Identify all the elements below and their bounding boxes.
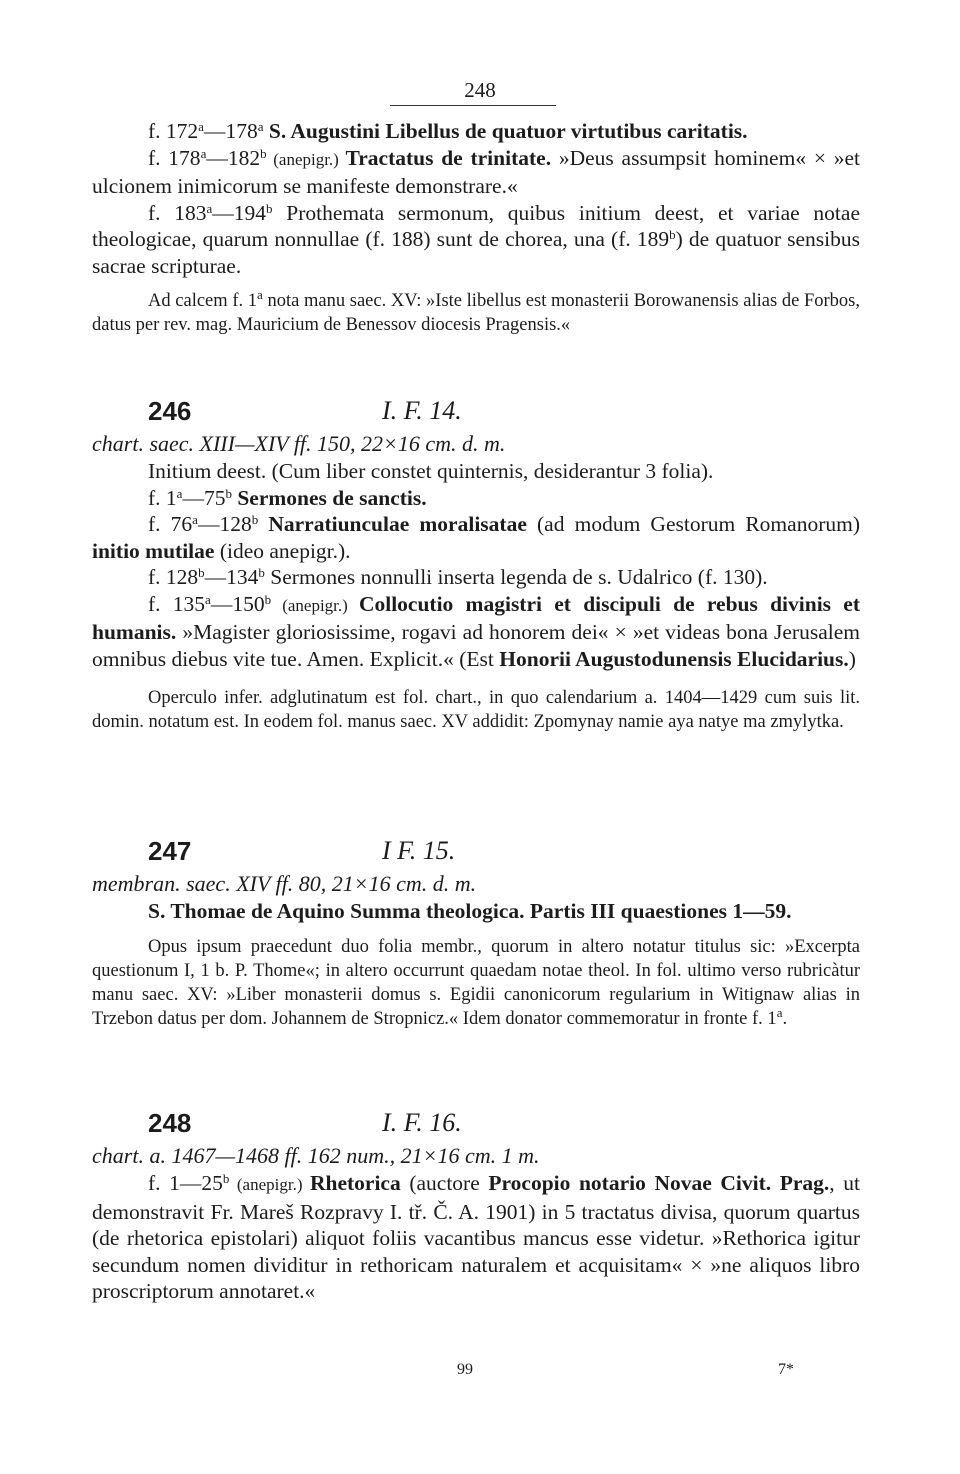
page-footer — [0, 1361, 960, 1381]
entry-246 — [92, 396, 860, 734]
folio-line: f. 1—25$^b$ (anepigr.) Rhetorica (auctore Procopio notario Novae Civit. Prag., ut demonstravit Fr. Mareš Rozpravy I. tř. Č. A. 1901) in 5 tractatus divisa, quorum quartus (de rhetorica epistolari) aliquot foliis vacantibus mancus esse videtur. »Rethorica igitur secundum nomen dividitur in rethoricam naturalem et acquisitam« × »ne aliquos libro proscriptorum annotaret.« — [92, 1171, 860, 1303]
entry-paragraph: S. Thomae de Aquino Summa theologica. Partis III quaestiones 1—59. — [148, 899, 792, 923]
folio-line: f. 76$^a$—128$^b$ Narratiunculae moralisatae (ad modum Gestorum Romanorum) initio mutilae (ideo anepigr.). — [92, 512, 860, 563]
entry-number: 247 — [148, 836, 192, 866]
entry-signature: I. F. 16. — [382, 1108, 462, 1137]
header-rule — [390, 105, 556, 106]
footer-signature-mark: 7* — [778, 1361, 794, 1378]
folio-line: f. 183$^a$—194$^b$ Prothemata sermonum, quibus initium deest, et variae notae theologicae, quarum nonnullae (f. 188) sunt de chorea, una (f. 189$^b$) de quatuor sensibus sacrae scripturae. — [92, 200, 860, 278]
entry-description: chart. a. 1467—1468 ff. 162 num., 21×16 cm. 1 m. — [92, 1143, 540, 1168]
note-paragraph: Ad calcem f. 1$^a$ nota manu saec. XV: »Iste libellus est monasterii Borowanensis alias de Forbos, datus per rev. mag. Mauricium de Benessov diocesis Pragensis.« — [92, 287, 860, 335]
page-number: 248 — [464, 78, 496, 102]
folio-line: f. 172$^a$—178$^a$ S. Augustini Libellus de quatuor virtutibus caritatis. — [148, 119, 748, 143]
note-paragraph: Opus ipsum praecedunt duo folia membr., quorum in altero notatur titulus sic: »Excerpta questionum I, 1 b. P. Thome«; in altero occurrunt quaedam notae theol. In fol. ultimo verso rubricàtur manu saec. XV: »Liber monasterii domus s. Egidii canonicorum regularium in Witignaw alias in Trzebon datus per dom. Johannem de Stropnicz.« Idem donator commemoratur in fronte f. 1$^a$. — [92, 936, 860, 1029]
entry-description: chart. saec. XIII—XIV ff. 150, 22×16 cm. d. m. — [92, 431, 506, 456]
note-paragraph: Operculo infer. adglutinatum est fol. chart., in quo calendarium a. 1404—1429 cum suis lit. domin. notatum est. In eodem fol. manus saec. XV addidit: Zpomynay namie aya natye ma zmylytka. — [92, 688, 860, 732]
folio-line: f. 128$^b$—134$^b$ Sermones nonnulli inserta legenda de s. Udalrico (f. 130). — [148, 565, 768, 589]
entry-number: 248 — [148, 1108, 192, 1138]
entry-description: membran. saec. XIV ff. 80, 21×16 cm. d. m. — [92, 871, 477, 896]
entry-247 — [92, 836, 860, 1031]
footer-page-number: 99 — [457, 1361, 473, 1378]
entry-paragraph: Initium deest. (Cum liber constet quinternis, desiderantur 3 folia). — [148, 459, 714, 483]
previous-entry-continuation — [92, 118, 860, 337]
entry-number: 246 — [148, 396, 192, 426]
entry-signature: I. F. 14. — [382, 396, 462, 425]
folio-line: f. 1$^a$—75$^b$ Sermones de sanctis. — [148, 485, 427, 510]
folio-line: f. 178$^a$—182$^b$ (anepigr.) Tractatus de trinitate. »Deus assumpsit hominem« × »et ulcionem inimicorum se manifeste demonstrare.« — [92, 145, 860, 198]
folio-line: f. 135$^a$—150$^b$ (anepigr.) Collocutio magistri et discipuli de rebus divinis et humanis. »Magister gloriosissime, rogavi ad honorem dei« × »et videas bona Jerusalem omnibus diebus vite tue. Amen. Explicit.« (Est Honorii Augustodunensis Elucidarius.) — [92, 591, 861, 671]
entry-signature: I F. 15. — [382, 836, 456, 865]
entry-248 — [92, 1108, 860, 1305]
